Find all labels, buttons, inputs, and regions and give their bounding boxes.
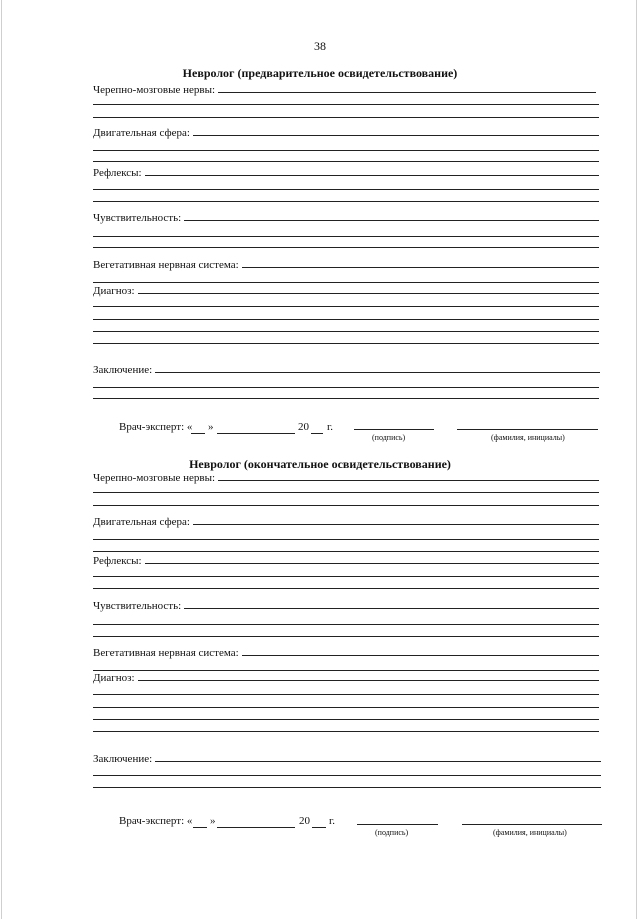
field-label: Рефлексы: xyxy=(93,555,142,567)
answer-line[interactable] xyxy=(93,247,599,248)
year-prefix: 20 xyxy=(299,815,310,827)
field-label: Рефлексы: xyxy=(93,167,142,179)
autonomic-nervous-system-field[interactable] xyxy=(93,647,599,659)
signature-caption: (подпись) xyxy=(375,828,409,837)
sensitivity-field[interactable] xyxy=(93,600,599,612)
year-suffix: г. xyxy=(327,421,334,433)
doctor-expert-label: Врач-эксперт: « xyxy=(119,421,193,433)
month-blank[interactable] xyxy=(217,827,295,828)
answer-line[interactable] xyxy=(93,150,599,151)
answer-line[interactable] xyxy=(93,104,599,105)
answer-line[interactable] xyxy=(93,189,599,190)
section-title: Невролог (предварительное освидетельствование) xyxy=(182,66,458,80)
doctor-expert-label: Врач-эксперт: « xyxy=(119,815,193,827)
autonomic-nervous-system-field[interactable] xyxy=(93,259,599,271)
reflexes-field[interactable] xyxy=(93,555,599,567)
answer-line[interactable] xyxy=(93,117,599,118)
field-label: Черепно-мозговые нервы: xyxy=(93,84,216,96)
cranial-nerves-field[interactable] xyxy=(93,472,599,484)
answer-line[interactable] xyxy=(93,775,601,776)
answer-line[interactable] xyxy=(93,492,599,493)
answer-line[interactable] xyxy=(93,201,599,202)
answer-line[interactable] xyxy=(93,588,599,589)
conclusion-field[interactable] xyxy=(93,753,601,765)
year-prefix: 20 xyxy=(298,421,309,433)
answer-line[interactable] xyxy=(93,161,599,162)
year-blank[interactable] xyxy=(312,827,326,828)
field-label: Заключение: xyxy=(93,753,153,765)
diagnosis-field[interactable] xyxy=(93,672,599,684)
sensitivity-field[interactable] xyxy=(93,212,599,224)
answer-line[interactable] xyxy=(93,670,599,671)
answer-line[interactable] xyxy=(93,539,599,540)
name-blank[interactable] xyxy=(462,824,602,825)
name-caption: (фамилия, инициалы) xyxy=(493,828,567,837)
answer-line[interactable] xyxy=(93,707,599,708)
cranial-nerves-field[interactable] xyxy=(93,84,596,96)
name-caption: (фамилия, инициалы) xyxy=(491,433,565,442)
day-blank[interactable] xyxy=(193,827,207,828)
signature-caption: (подпись) xyxy=(372,433,406,442)
answer-line[interactable] xyxy=(93,505,599,506)
section-title: Невролог (окончательное освидетельствование) xyxy=(189,457,451,471)
field-label: Вегетативная нервная система: xyxy=(93,259,239,271)
reflexes-field[interactable] xyxy=(93,167,599,179)
motor-sphere-field[interactable] xyxy=(93,516,599,528)
signature-blank[interactable] xyxy=(357,824,438,825)
answer-line[interactable] xyxy=(93,636,599,637)
motor-sphere-field[interactable] xyxy=(93,127,599,139)
answer-line[interactable] xyxy=(93,694,599,695)
field-label: Вегетативная нервная система: xyxy=(93,647,239,659)
field-label: Диагноз: xyxy=(93,672,135,684)
field-label: Чувствительность: xyxy=(93,212,182,224)
year-suffix: г. xyxy=(329,815,336,827)
field-label: Чувствительность: xyxy=(93,600,182,612)
day-blank[interactable] xyxy=(191,433,205,434)
answer-line[interactable] xyxy=(93,282,599,283)
answer-line[interactable] xyxy=(93,398,599,399)
field-label: Двигательная сфера: xyxy=(93,127,190,139)
year-blank[interactable] xyxy=(311,433,323,434)
answer-line[interactable] xyxy=(93,551,599,552)
answer-line[interactable] xyxy=(93,236,599,237)
answer-line[interactable] xyxy=(93,331,599,332)
answer-line[interactable] xyxy=(93,387,599,388)
month-blank[interactable] xyxy=(217,433,295,434)
answer-line[interactable] xyxy=(93,343,599,344)
field-label: Двигательная сфера: xyxy=(93,516,190,528)
answer-line[interactable] xyxy=(93,576,599,577)
diagnosis-field[interactable] xyxy=(93,285,599,297)
answer-line[interactable] xyxy=(93,719,599,720)
signature-blank[interactable] xyxy=(354,429,434,430)
quote-close: » xyxy=(210,815,216,827)
page-number: 38 xyxy=(314,39,326,53)
answer-line[interactable] xyxy=(93,319,599,320)
quote-close: » xyxy=(208,421,214,433)
answer-line[interactable] xyxy=(93,787,601,788)
field-label: Заключение: xyxy=(93,364,153,376)
name-blank[interactable] xyxy=(457,429,598,430)
answer-line[interactable] xyxy=(93,731,599,732)
answer-line[interactable] xyxy=(93,624,599,625)
field-label: Диагноз: xyxy=(93,285,135,297)
answer-line[interactable] xyxy=(93,306,599,307)
conclusion-field[interactable] xyxy=(93,364,600,376)
field-label: Черепно-мозговые нервы: xyxy=(93,472,216,484)
